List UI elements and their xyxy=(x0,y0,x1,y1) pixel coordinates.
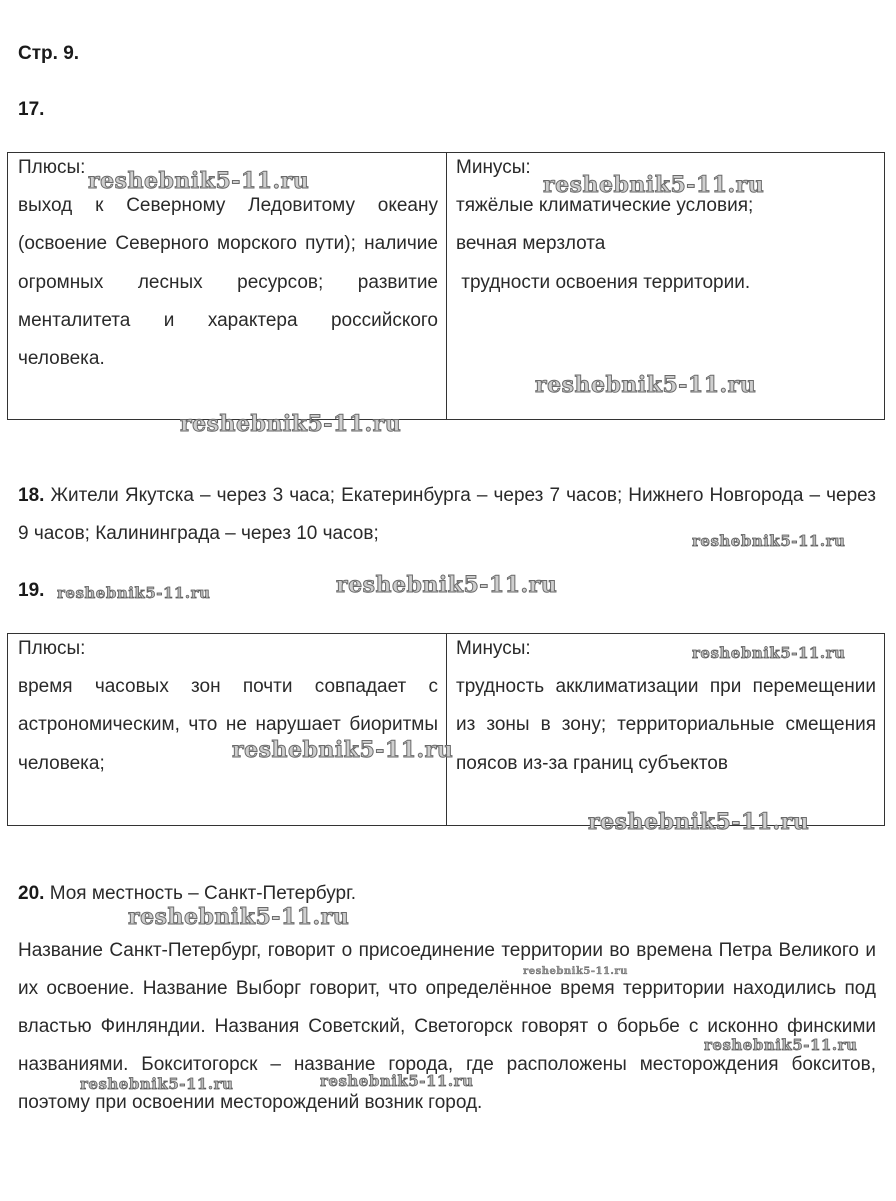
watermark: reshebnik5-11.ru xyxy=(320,1072,474,1090)
table-17-minus-line-1: тяжёлые климатические условия; xyxy=(456,195,754,216)
watermark: reshebnik5-11.ru xyxy=(692,532,846,550)
watermark: reshebnik5-11.ru xyxy=(180,411,402,437)
question-19-number: 19. xyxy=(18,580,45,601)
table-17-plus-header: Плюсы: xyxy=(18,157,86,178)
question-20-text: Название Санкт-Петербург, говорит о присоединение территории во времена Петра Великого и их освоение. Название Выборг говорит, что определённое время территории находились под властью Финляндии. Названия Советский, Светогорск говорят о борьбе с исконно финскими названиями. Бокситогорск – название города, где расположены месторождения бокситов, поэтому при освоении месторождений возник город. xyxy=(18,940,876,1113)
table-19-divider xyxy=(446,634,447,825)
watermark: reshebnik5-11.ru xyxy=(80,1075,234,1093)
question-17-number: 17. xyxy=(18,99,45,120)
table-19-minus-header: Минусы: xyxy=(456,638,531,659)
watermark: reshebnik5-11.ru xyxy=(704,1036,858,1054)
table-17-minus-header: Минусы: xyxy=(456,157,531,178)
watermark: reshebnik5-11.ru xyxy=(523,966,628,977)
question-18-text: Жители Якутска – через 3 часа; Екатеринбурга – через 7 часов; Нижнего Новгорода – через 9 часов; Калининграда – через 10 часов; xyxy=(18,485,876,544)
table-17-minus-line-2: вечная мерзлота xyxy=(456,233,606,254)
watermark: reshebnik5-11.ru xyxy=(336,572,558,598)
watermark: reshebnik5-11.ru xyxy=(88,168,310,194)
question-18-number: 18. xyxy=(18,485,45,506)
watermark: reshebnik5-11.ru xyxy=(535,372,757,398)
question-20-intro: Моя местность – Санкт-Петербург. xyxy=(49,883,356,904)
table-19-plus-header: Плюсы: xyxy=(18,638,86,659)
watermark: reshebnik5-11.ru xyxy=(232,737,454,763)
watermark: reshebnik5-11.ru xyxy=(128,904,350,930)
watermark: reshebnik5-11.ru xyxy=(588,809,810,835)
table-17-plus-text: выход к Северному Ледовитому океану (освоение Северного морского пути); наличие огромных лесных ресурсов; развитие менталитета и характера российского человека. xyxy=(18,195,438,370)
table-17-divider xyxy=(446,153,447,419)
question-20-number: 20. xyxy=(18,883,45,904)
watermark: reshebnik5-11.ru xyxy=(692,644,846,662)
watermark: reshebnik5-11.ru xyxy=(57,584,211,602)
watermark: reshebnik5-11.ru xyxy=(543,172,765,198)
table-19-plus-text: время часовых зон почти совпадает с астрономическим, что не нарушает биоритмы человека; xyxy=(18,676,438,774)
table-19-minus-text: трудность акклиматизации при перемещении из зоны в зону; территориальные смещения поясов из-за границ субъектов xyxy=(456,676,876,774)
table-17-minus-line-3: трудности освоения территории. xyxy=(456,272,751,293)
page-label: Стр. 9. xyxy=(18,43,80,64)
